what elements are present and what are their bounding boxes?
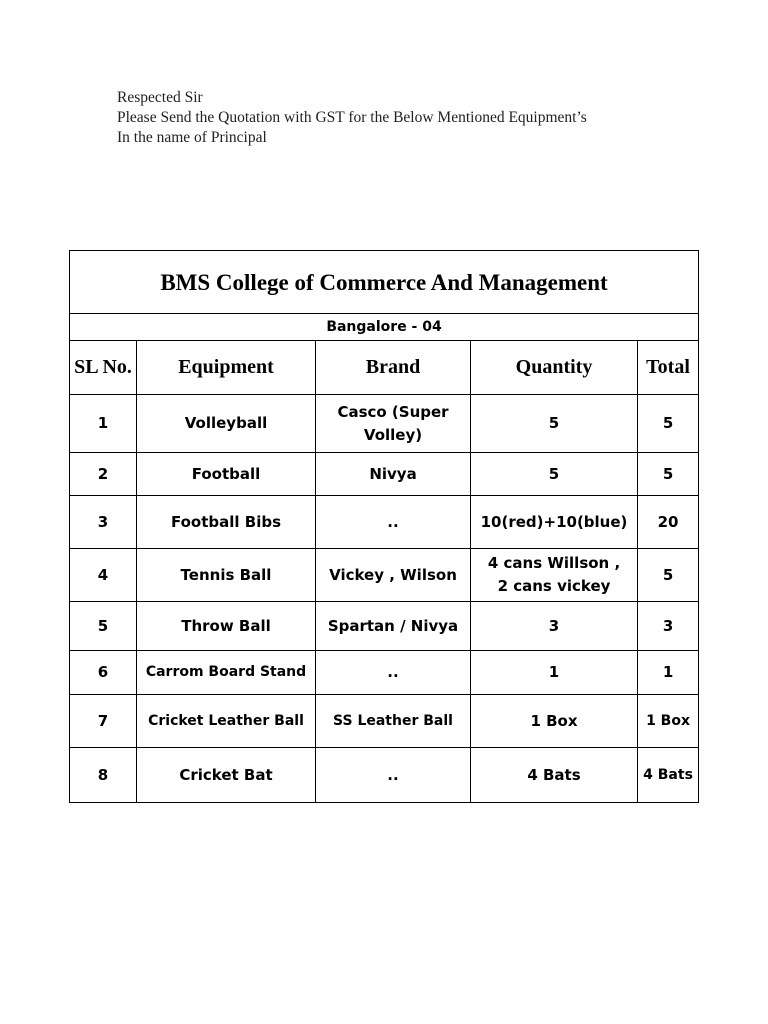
- cell-total: 4 Bats: [638, 748, 699, 803]
- cell-quantity: 1 Box: [471, 695, 638, 748]
- cell-brand: Casco (Super Volley): [316, 395, 471, 453]
- cell-sl: 2: [70, 453, 137, 496]
- table-row: [70, 496, 699, 549]
- header-equipment: Equipment: [137, 341, 316, 395]
- cell-quantity: 10(red)+10(blue): [471, 496, 638, 549]
- cell-equipment: Football: [137, 453, 316, 496]
- cell-sl: 5: [70, 602, 137, 651]
- table-row: [70, 549, 699, 602]
- table-row: [70, 395, 699, 453]
- cell-brand: SS Leather Ball: [316, 695, 471, 748]
- cell-equipment: Throw Ball: [137, 602, 316, 651]
- request-line: Please Send the Quotation with GST for the Below Mentioned Equipment’s: [117, 109, 587, 126]
- cell-total: 5: [638, 453, 699, 496]
- college-title: BMS College of Commerce And Management: [70, 251, 699, 314]
- cell-quantity: 4 Bats: [471, 748, 638, 803]
- table-row: [70, 695, 699, 748]
- cell-equipment: Cricket Bat: [137, 748, 316, 803]
- cell-total: 20: [638, 496, 699, 549]
- cell-brand: ..: [316, 651, 471, 695]
- subtitle-row: [70, 314, 699, 341]
- cell-total: 1 Box: [638, 695, 699, 748]
- cell-sl: 1: [70, 395, 137, 453]
- cell-brand: Nivya: [316, 453, 471, 496]
- header-brand: Brand: [316, 341, 471, 395]
- table-row: [70, 602, 699, 651]
- cell-total: 1: [638, 651, 699, 695]
- cell-brand: ..: [316, 496, 471, 549]
- cell-sl: 3: [70, 496, 137, 549]
- cell-equipment: Volleyball: [137, 395, 316, 453]
- equipment-table: [69, 250, 699, 803]
- header-quantity: Quantity: [471, 341, 638, 395]
- cell-brand: Vickey , Wilson: [316, 549, 471, 602]
- letter-text: [117, 88, 587, 148]
- cell-total: 3: [638, 602, 699, 651]
- cell-equipment: Football Bibs: [137, 496, 316, 549]
- cell-equipment: Tennis Ball: [137, 549, 316, 602]
- cell-total: 5: [638, 549, 699, 602]
- salutation: Respected Sir: [117, 89, 203, 106]
- cell-quantity: 4 cans Willson , 2 cans vickey: [471, 549, 638, 602]
- cell-sl: 7: [70, 695, 137, 748]
- header-total: Total: [638, 341, 699, 395]
- principal-line: In the name of Principal: [117, 129, 267, 146]
- cell-sl: 8: [70, 748, 137, 803]
- cell-brand: ..: [316, 748, 471, 803]
- cell-brand: Spartan / Nivya: [316, 602, 471, 651]
- table-row: [70, 651, 699, 695]
- college-location: Bangalore - 04: [70, 314, 699, 341]
- cell-sl: 4: [70, 549, 137, 602]
- cell-quantity: 5: [471, 453, 638, 496]
- cell-quantity: 1: [471, 651, 638, 695]
- table-row: [70, 453, 699, 496]
- cell-quantity: 5: [471, 395, 638, 453]
- header-row: [70, 341, 699, 395]
- cell-equipment: Carrom Board Stand: [137, 651, 316, 695]
- cell-quantity: 3: [471, 602, 638, 651]
- table-row: [70, 748, 699, 803]
- cell-total: 5: [638, 395, 699, 453]
- header-sl-no: SL No.: [70, 341, 137, 395]
- title-row: [70, 251, 699, 314]
- cell-sl: 6: [70, 651, 137, 695]
- cell-equipment: Cricket Leather Ball: [137, 695, 316, 748]
